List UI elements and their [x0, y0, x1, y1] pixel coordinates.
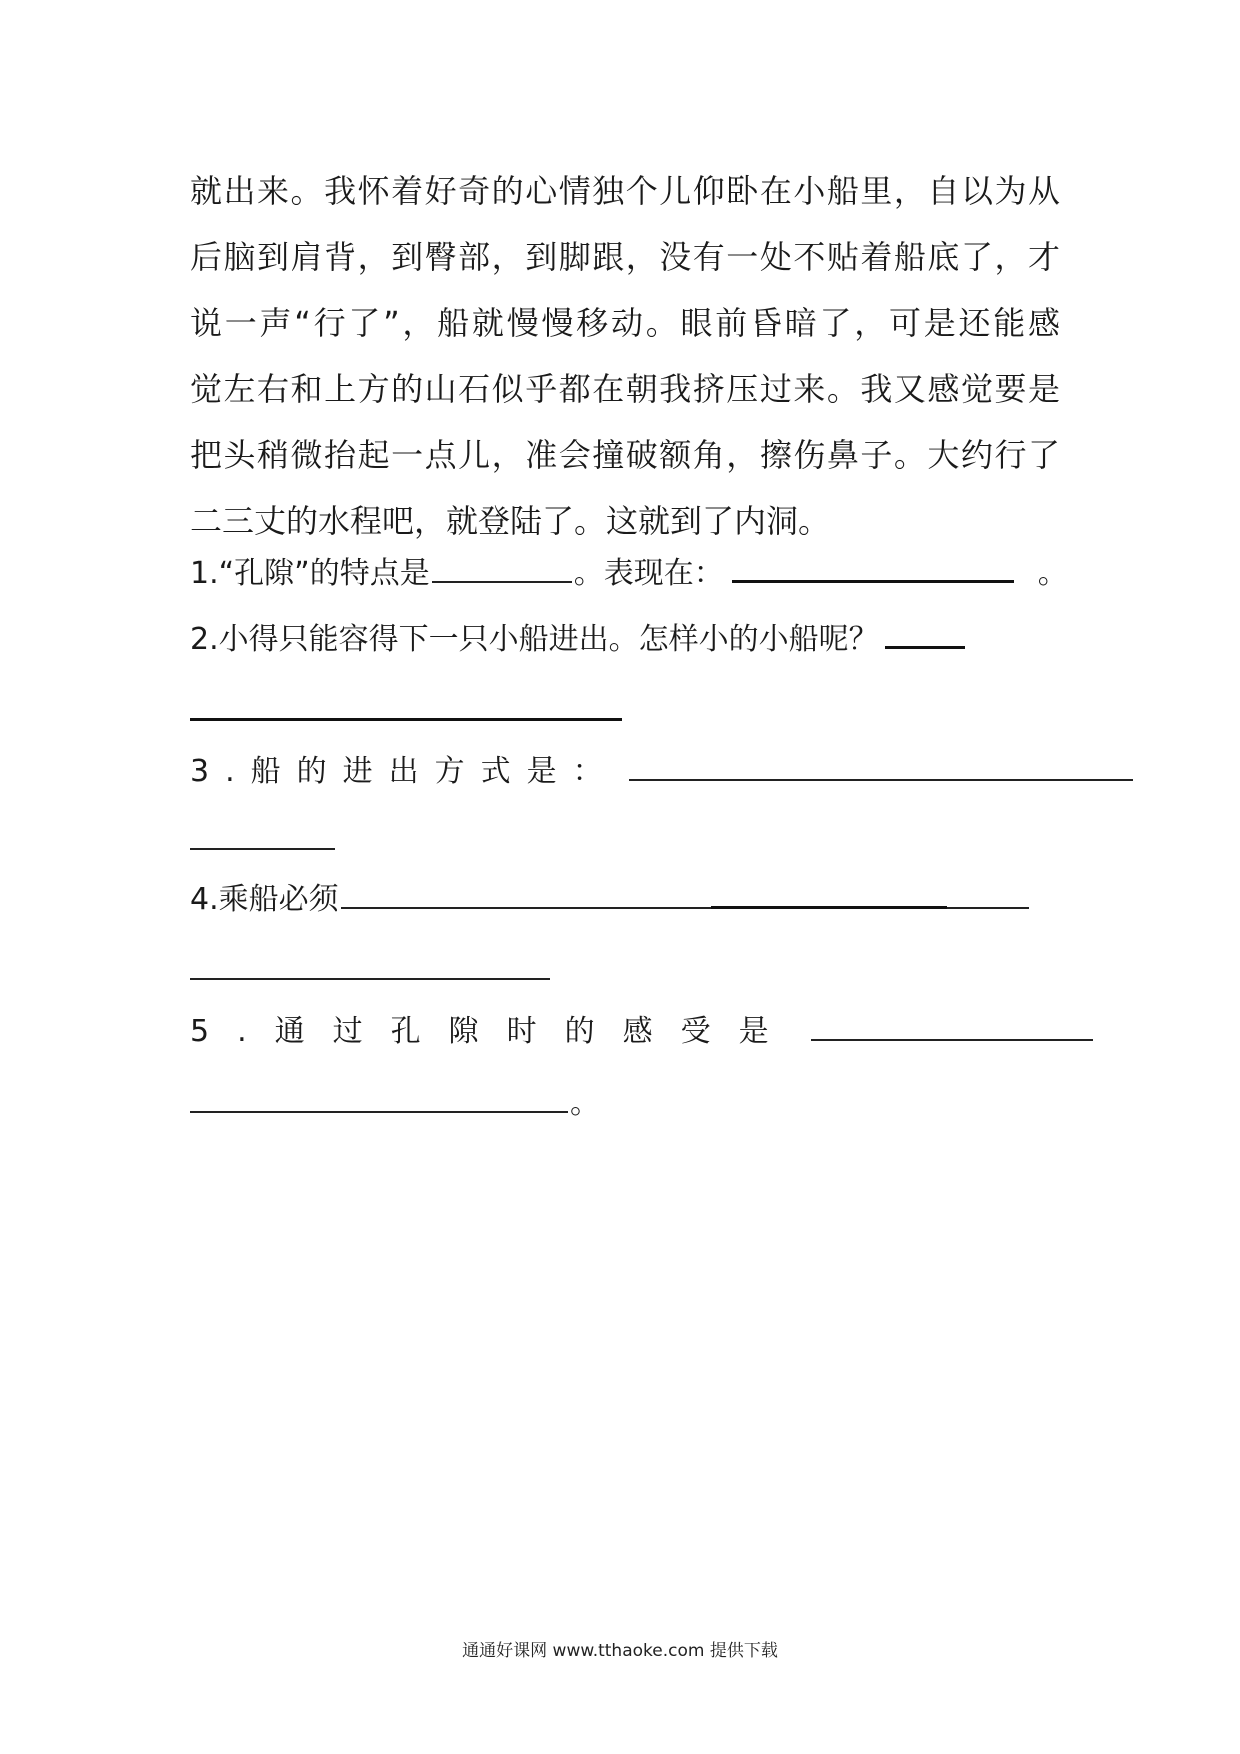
passage-line: 二三丈的水程吧，就登陆了。这就到了内洞。 — [190, 502, 831, 540]
question-4 — [190, 878, 1060, 922]
passage-line: 觉左右和上方的山石似乎都在朝我挤压过来。我又感觉要是 — [190, 370, 1060, 408]
question-1-prompt: 1.“孔隙”的特点是 — [190, 556, 430, 591]
footer-credit: 通通好课网 www.tthaoke.com 提供下载 — [462, 1641, 778, 1661]
passage-line: 后脑到肩背，到臀部，到脚跟，没有一处不贴着船底了，才 — [190, 238, 1060, 276]
question-1-end: 。 — [1037, 556, 1068, 591]
question-5-continuation — [190, 1082, 1060, 1126]
question-5-prompt: 5.通过孔隙时的感受是 — [190, 1014, 797, 1049]
answer-blank[interactable] — [190, 978, 550, 980]
question-1-prompt-2: 。表现在： — [573, 556, 724, 591]
question-1 — [190, 552, 1068, 596]
answer-blank[interactable] — [711, 904, 947, 909]
answer-blank[interactable] — [190, 1109, 568, 1113]
answer-blank[interactable] — [885, 644, 965, 649]
question-3-prompt: 3.船的进出方式是： — [190, 754, 619, 789]
answer-blank[interactable] — [947, 905, 1029, 909]
answer-blank[interactable] — [811, 1037, 1093, 1041]
answer-blank[interactable] — [629, 777, 1133, 781]
question-4-prompt: 4.乘船必须 — [190, 882, 339, 917]
answer-blank[interactable] — [432, 579, 572, 583]
passage-line: 把头稍微抬起一点儿，准会撞破额角，擦伤鼻子。大约行了 — [190, 436, 1060, 474]
passage — [190, 158, 1060, 554]
question-5-end: 。 — [570, 1086, 600, 1121]
answer-blank[interactable] — [190, 718, 622, 721]
passage-line: 说一声“行了”，船就慢慢移动。眼前昏暗了，可是还能感 — [190, 304, 1060, 342]
answer-blank[interactable] — [732, 578, 1014, 583]
question-2 — [190, 618, 1060, 662]
question-5 — [190, 1010, 1060, 1054]
answer-blank[interactable] — [190, 848, 335, 850]
question-2-prompt: 2.小得只能容得下一只小船进出。怎样小的小船呢？ — [190, 622, 879, 657]
passage-line: 就出来。我怀着好奇的心情独个儿仰卧在小船里，自以为从 — [190, 172, 1060, 210]
question-3 — [190, 750, 1060, 794]
answer-blank[interactable] — [341, 905, 711, 909]
